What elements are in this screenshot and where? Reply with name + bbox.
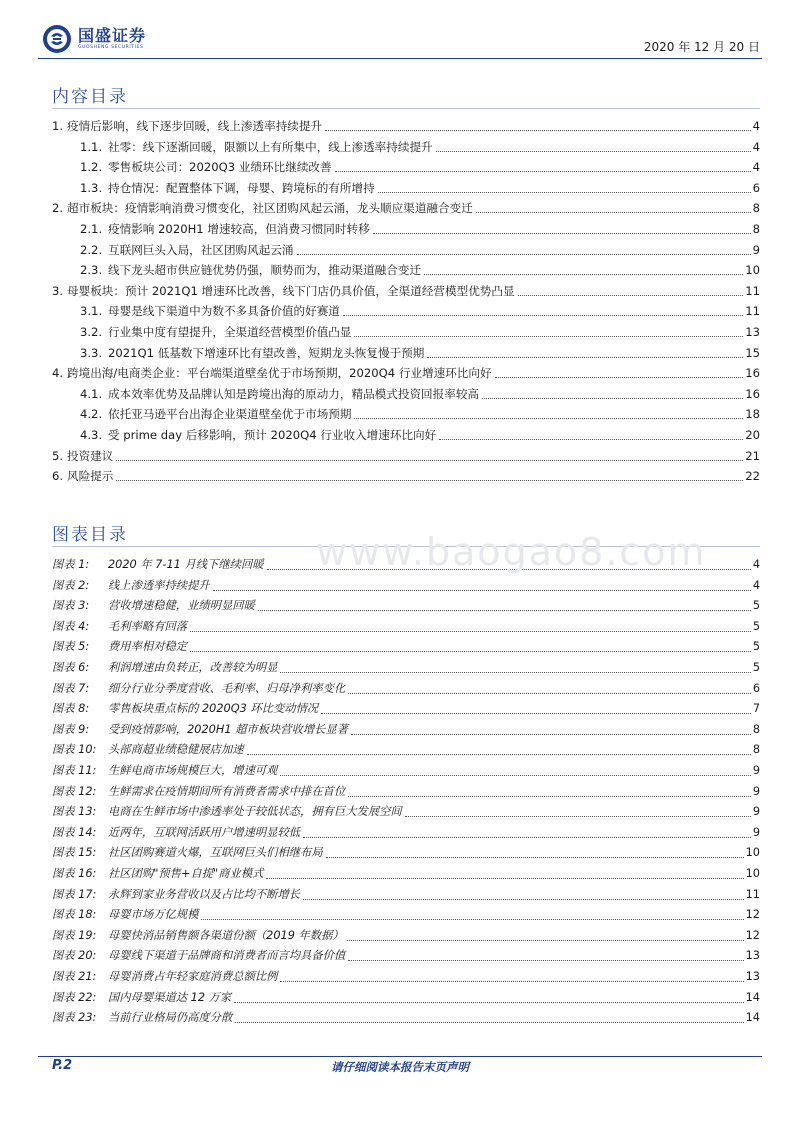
- toc-entry[interactable]: [80, 260, 760, 280]
- figure-entry-page: 9: [752, 764, 760, 777]
- toc-entry-page: 11: [745, 304, 760, 319]
- toc-entry-number: 2.2.: [80, 242, 103, 257]
- toc-entry-title: 行业集中度有望提升，全渠道经营模型价值凸显: [108, 325, 352, 339]
- toc-entry-page: 16: [745, 386, 760, 401]
- figure-entry[interactable]: [52, 946, 760, 966]
- figure-entry-page: 5: [752, 619, 760, 633]
- figure-entry-label: 图表 5:: [52, 640, 90, 654]
- toc-entry-number: 4.: [52, 366, 64, 381]
- figure-leader-dots: [347, 940, 744, 941]
- figure-entry[interactable]: [52, 617, 760, 637]
- figure-entry-title: 当前行业格局仍高度分散: [108, 1011, 233, 1025]
- toc-entry[interactable]: [80, 343, 760, 363]
- figure-entry-page: 14: [745, 1011, 760, 1025]
- figure-entry[interactable]: [52, 761, 760, 781]
- figure-leader-dots: [280, 981, 743, 982]
- figure-leader-dots: [258, 610, 751, 611]
- figure-leader-dots: [348, 693, 751, 694]
- figure-entry-page: 7: [752, 702, 760, 716]
- toc-entry-title: 母婴板块：预计 2021Q1 增速环比改善，线下门店仍具价值，全渠道经营模型优势凸显: [67, 283, 515, 298]
- figure-entry[interactable]: [52, 802, 760, 822]
- figure-entry[interactable]: [52, 658, 760, 678]
- report-date: 2020 年 12 月 20 日: [643, 40, 760, 54]
- toc-entry[interactable]: [80, 404, 760, 424]
- figure-leader-dots: [213, 590, 751, 591]
- figure-leader-dots: [247, 754, 751, 755]
- company-logo: [42, 22, 146, 56]
- toc-entry-title: 零售板块公司：2020Q3 业绩环比继续改善: [108, 160, 332, 175]
- toc-entry-title: 母婴是线下渠道中为数不多具备价值的好赛道: [108, 304, 340, 319]
- toc-entry-number: 3.1.: [80, 304, 103, 319]
- figure-entry-label: 图表 4:: [52, 619, 90, 633]
- figure-entry-label: 图表 17:: [52, 887, 97, 901]
- footer-rule: [38, 1056, 762, 1057]
- figure-entry-label: 图表 7:: [52, 681, 90, 695]
- figure-entry[interactable]: [52, 740, 760, 760]
- toc-leader-dots: [518, 295, 744, 296]
- figure-entry[interactable]: [52, 1008, 760, 1028]
- toc-entry-title: 成本效率优势及品牌认知是跨境出海的原动力，精品模式投资回报率较高: [108, 386, 480, 401]
- figure-entry-page: 6: [752, 681, 760, 695]
- figure-entry-title: 毛利率略有回落: [108, 619, 188, 633]
- figure-entry-title: 生鲜电商市场规模巨大，增速可观: [108, 764, 278, 777]
- toc-entry[interactable]: [52, 466, 760, 486]
- figure-entry[interactable]: [52, 596, 760, 616]
- figure-entry-page: 14: [745, 990, 760, 1004]
- figure-entry-label: 图表 21:: [52, 970, 97, 983]
- toc-entry-title: 依托亚马逊平台出海企业渠道壁垒优于市场预期: [108, 407, 352, 422]
- toc-entry-title: 线下龙头超市供应链优势仍强，顺势而为，推动渠道融合变迁: [108, 263, 422, 278]
- toc-entry-number: 4.3.: [80, 428, 103, 442]
- toc-entry-number: 2.: [52, 201, 64, 216]
- figure-leader-dots: [348, 796, 751, 797]
- toc-entry[interactable]: [80, 301, 760, 321]
- figure-entry-page: 5: [752, 599, 760, 613]
- toc-entry-number: 2.1.: [80, 222, 103, 236]
- figure-entry-title: 社区团购赛道火爆，互联网巨头们相继布局: [108, 846, 323, 860]
- toc-leader-dots: [373, 233, 751, 234]
- figure-leader-dots: [351, 734, 751, 735]
- toc-entry-number: 5.: [52, 448, 64, 463]
- watermark: www.baogao8.com: [316, 530, 707, 574]
- toc-entry-number: 3.3.: [80, 345, 103, 360]
- toc-leader-dots: [427, 357, 743, 358]
- figure-entry[interactable]: [52, 699, 760, 719]
- figure-leader-dots: [235, 1022, 743, 1023]
- figure-entry[interactable]: [52, 864, 760, 884]
- toc-title: 内容目录: [52, 87, 128, 107]
- figure-entry-label: 图表 1:: [52, 558, 90, 571]
- toc-entry-number: 1.3.: [80, 180, 103, 195]
- toc-leader-dots: [343, 315, 743, 316]
- toc-entry-number: 3.2.: [80, 325, 103, 339]
- toc-entry-title: 2021Q1 低基数下增速环比有望改善，短期龙头恢复慢于预期: [108, 345, 425, 360]
- page-header: [38, 22, 762, 59]
- figure-entry-label: 图表 18:: [52, 908, 97, 922]
- figure-entry-title: 头部商超业绩稳健展店加速: [108, 743, 244, 757]
- figure-entry-label: 图表 19:: [52, 928, 97, 942]
- toc-entry-number: 6.: [52, 469, 64, 484]
- toc-entry-title: 受 prime day 后移影响，预计 2020Q4 行业收入增速环比向好: [108, 428, 437, 442]
- figure-entry[interactable]: [52, 905, 760, 925]
- toc-entry-page: 8: [752, 222, 760, 236]
- figure-entry-page: 9: [752, 825, 760, 839]
- figure-entry-label: 图表 2:: [52, 578, 90, 592]
- toc-entry-title: 互联网巨头入局，社区团购风起云涌: [108, 242, 294, 257]
- toc-entry[interactable]: [80, 157, 760, 177]
- figure-entry-label: 图表 15:: [52, 846, 97, 860]
- figure-entry[interactable]: [52, 576, 760, 596]
- footer-disclaimer: 请仔细阅读本报告末页声明: [331, 1060, 469, 1074]
- toc-entry-title: 疫情后影响，线下逐步回暖，线上渗透率持续提升: [67, 119, 323, 133]
- toc-entry-page: 18: [745, 407, 760, 422]
- logo-name-cn: 国盛证券: [78, 26, 147, 45]
- figure-entry-label: 图表 6:: [52, 661, 90, 674]
- figure-entry-title: 2020 年 7-11 月线下继续回暖: [108, 558, 264, 571]
- toc-entry[interactable]: [52, 363, 760, 383]
- figure-entry-label: 图表 9:: [52, 722, 90, 736]
- toc-entry-number: 3.: [52, 283, 64, 298]
- toc-leader-dots: [378, 192, 751, 193]
- figure-leader-dots: [303, 837, 751, 838]
- toc-leader-dots: [436, 151, 751, 152]
- toc-entry-page: 6: [752, 180, 760, 195]
- figure-entry[interactable]: [52, 967, 760, 987]
- toc-entry-number: 4.1.: [80, 386, 103, 401]
- toc-entry[interactable]: [80, 240, 760, 260]
- toc-leader-dots: [354, 336, 743, 337]
- toc-entry-page: 21: [745, 448, 760, 463]
- toc-entry[interactable]: [52, 281, 760, 301]
- figure-leader-dots: [303, 899, 744, 900]
- figure-entry-label: 图表 10:: [52, 743, 97, 757]
- toc-entry[interactable]: [80, 322, 760, 342]
- figure-entry-label: 图表 22:: [52, 990, 97, 1004]
- figure-leader-dots: [280, 672, 750, 673]
- toc-entry-page: 4: [752, 139, 760, 154]
- toc-entry-page: 15: [745, 345, 760, 360]
- figure-entry-page: 9: [752, 784, 760, 798]
- figure-entry-title: 社区团购"预售+自提"商业模式: [108, 867, 264, 880]
- toc-entry-title: 风险提示: [67, 469, 114, 484]
- toc-entry-number: 1.2.: [80, 160, 103, 175]
- figure-entry-page: 13: [745, 949, 760, 963]
- figure-leader-dots: [190, 631, 751, 632]
- figure-entry[interactable]: [52, 782, 760, 802]
- figure-leader-dots: [348, 960, 743, 961]
- figure-entry-title: 细分行业分季度营收、毛利率、归母净利率变化: [108, 681, 346, 695]
- toc-entry-number: 1.1.: [80, 139, 103, 154]
- toc-leader-dots: [297, 254, 751, 255]
- toc-title-rule: [52, 108, 760, 109]
- figure-entry-page: 13: [745, 970, 760, 983]
- figure-entry[interactable]: [52, 679, 760, 699]
- figure-entry-label: 图表 14:: [52, 825, 97, 839]
- figure-entry-page: 4: [752, 578, 760, 592]
- figure-entry[interactable]: [52, 988, 760, 1008]
- figure-entry-page: 10: [745, 846, 760, 860]
- figure-entry-label: 图表 3:: [52, 599, 90, 613]
- toc-entry[interactable]: [80, 137, 760, 157]
- toc-leader-dots: [482, 398, 743, 399]
- toc-entry-title: 社零：线下逐渐回暖，限额以上有所集中，线上渗透率持续提升: [108, 139, 433, 154]
- figure-entry-title: 线上渗透率持续提升: [108, 578, 210, 592]
- figure-leader-dots: [326, 857, 744, 858]
- toc-entry-number: 4.2.: [80, 407, 103, 422]
- figure-entry-page: 8: [752, 722, 760, 736]
- figure-entry-title: 受到疫情影响，2020H1 超市板块营收增长显著: [108, 722, 349, 736]
- figure-entry-title: 营收增速稳健，业绩明显回暖: [108, 599, 255, 613]
- toc-entry-number: 2.3.: [80, 263, 103, 278]
- toc-entry-page: 22: [745, 469, 760, 484]
- figure-entry[interactable]: [52, 885, 760, 905]
- toc-leader-dots: [116, 460, 743, 461]
- figure-entry-page: 10: [745, 867, 760, 880]
- figure-leader-dots: [321, 713, 751, 714]
- toc-leader-dots: [116, 480, 743, 481]
- toc-leader-dots: [354, 418, 743, 419]
- figure-entry-title: 近两年，互联网活跃用户增速明显较低: [108, 825, 301, 839]
- figure-entry[interactable]: [52, 720, 760, 740]
- toc-entry-title: 投资建议: [67, 448, 114, 463]
- toc-entry[interactable]: [52, 446, 760, 466]
- figure-entry-page: 12: [745, 928, 760, 942]
- figure-leader-dots: [190, 651, 751, 652]
- toc-entry[interactable]: [80, 219, 760, 239]
- figure-entry-title: 永辉到家业务营收以及占比均不断增长: [108, 887, 301, 901]
- toc-entry-page: 13: [745, 325, 760, 339]
- figure-entry-label: 图表 8:: [52, 702, 90, 716]
- guosheng-logo-icon: [42, 24, 72, 54]
- figure-entry-title: 费用率相对稳定: [108, 640, 188, 654]
- figure-entry-page: 5: [752, 640, 760, 654]
- page-number: P.2: [52, 1058, 73, 1073]
- toc-entry-page: 10: [745, 263, 760, 278]
- figure-entry-label: 图表 11:: [52, 764, 97, 777]
- figure-entry[interactable]: [52, 843, 760, 863]
- figure-leader-dots: [280, 775, 750, 776]
- figure-entry-label: 图表 12:: [52, 784, 97, 798]
- toc-entry-page: 9: [752, 242, 760, 257]
- logo-name-en: GUOSHENG SECURITIES: [78, 45, 144, 50]
- toc-entry-title: 疫情影响 2020H1 增速较高，但消费习惯同时转移: [108, 222, 370, 236]
- figure-entry-title: 母婴线下渠道于品牌商和消费者而言均具备价值: [108, 949, 346, 963]
- toc-entry-page: 4: [752, 119, 760, 133]
- toc-entry-title: 跨境出海/电商类企业：平台端渠道壁垒优于市场预期，2020Q4 行业增速环比向好: [67, 366, 492, 381]
- figure-entry[interactable]: [52, 926, 760, 946]
- figure-entry[interactable]: [52, 823, 760, 843]
- toc-entry-title: 持仓情况：配置整体下调，母婴、跨境标的有所增持: [108, 180, 375, 195]
- toc-leader-dots: [476, 212, 751, 213]
- toc-leader-dots: [424, 274, 743, 275]
- figure-entry-page: 9: [752, 805, 760, 819]
- toc-leader-dots: [325, 130, 751, 131]
- figure-leader-dots: [266, 878, 743, 879]
- figure-leader-dots: [405, 816, 751, 817]
- toc-entry-page: 20: [745, 428, 760, 442]
- figure-entry-page: 4: [752, 558, 760, 571]
- figure-entry-title: 国内母婴渠道达 12 万家: [108, 990, 232, 1004]
- toc-entry-title: 超市板块：疫情影响消费习惯变化，社区团购风起云涌，龙头顺应渠道融合变迁: [67, 201, 473, 216]
- figure-entry-page: 11: [745, 887, 760, 901]
- toc-entry-number: 1.: [52, 119, 64, 133]
- figure-entry-title: 电商在生鲜市场中渗透率处于较低状态，拥有巨大发展空间: [108, 805, 402, 819]
- toc-entry[interactable]: [80, 384, 760, 404]
- figure-entry-page: 12: [745, 908, 760, 922]
- figure-entry-label: 图表 13:: [52, 805, 97, 819]
- toc-entry[interactable]: [52, 198, 760, 218]
- figure-entry-label: 图表 16:: [52, 867, 97, 880]
- toc-leader-dots: [335, 171, 751, 172]
- toc-entry[interactable]: [80, 425, 760, 445]
- figure-entry-page: 5: [752, 661, 760, 674]
- figure-entry-title: 利润增速由负转正，改善较为明显: [108, 661, 278, 674]
- figure-entry-label: 图表 23:: [52, 1011, 97, 1025]
- figure-entry-title: 母婴市场万亿规模: [108, 908, 199, 922]
- toc-leader-dots: [495, 377, 744, 378]
- figure-entry-title: 零售板块重点标的 2020Q3 环比变动情况: [108, 702, 319, 716]
- toc-entry-page: 8: [752, 201, 760, 216]
- toc-entry[interactable]: [80, 178, 760, 198]
- figure-leader-dots: [201, 919, 743, 920]
- figure-entry[interactable]: [52, 637, 760, 657]
- figure-entry-title: 母婴快消品销售额各渠道份额（2019 年数据）: [108, 928, 344, 942]
- toc-entry[interactable]: [52, 116, 760, 136]
- toc-leader-dots: [439, 439, 743, 440]
- figure-leader-dots: [234, 1002, 743, 1003]
- figure-entry-title: 生鲜需求在疫情期间所有消费者需求中排在首位: [108, 784, 346, 798]
- figure-entry-label: 图表 20:: [52, 949, 97, 963]
- figure-entry-title: 母婴消费占年轻家庭消费总额比例: [108, 970, 278, 983]
- toc-entry-page: 11: [745, 283, 760, 298]
- toc-entry-page: 16: [745, 366, 760, 381]
- figure-entry-page: 8: [752, 743, 760, 757]
- toc-entry-page: 4: [752, 160, 760, 175]
- figures-title: 图表目录: [52, 525, 128, 545]
